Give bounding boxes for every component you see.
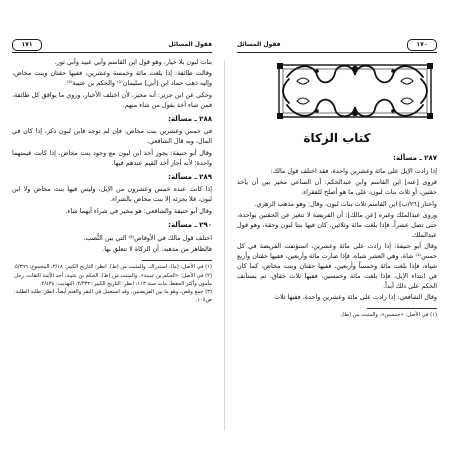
paragraph: اختلف قول مالك في الأوقاص⁽³⁾ التي بين النُّصب.: [83, 233, 212, 242]
left-page: [12, 38, 212, 438]
right-page-header: [237, 38, 437, 53]
paragraph: إذا زادت الإبل على مائة وعشرين واحدة، فقد اختلف قول مالك:: [270, 166, 437, 175]
left-body: [12, 58, 212, 255]
footnote: (١) في الأصل: «خمسين»، والمثبت من (ط).: [340, 312, 437, 319]
footnote: (٣) جمع وقص، وهو ما بين الفريضتين، وقد استعمل في البقر والغنم أيضاً، انظر: طلبة الطلبة: ص١٠٤.: [13, 289, 212, 304]
issue-heading: ٢٩٠ ـ مسألة:: [168, 220, 212, 229]
paragraph: وروى عبدالملك وغيره [عن مالك]: أن الفريضة لا تتغير عن الحقتين بواحدة، حتى تصل عشراً، فإذا بلغت مائة وثلاثين، كان فيها بنتا لبون وحقة، وهو قول عبدالملك.: [237, 211, 437, 239]
running-head: فقول المسائل: [237, 41, 281, 48]
issue-heading: ٢٨٨ ـ مسألة:: [168, 114, 212, 123]
issue-heading: ٢٨٩ ـ مسألة:: [168, 172, 212, 181]
issue-heading: ٢٨٧ ـ مسألة:: [393, 154, 437, 162]
footnote: (١) في الأصل: (ما)، استدراك، والمثبت من (ط). انظر: التاريخ الكبير: ٣/١٨، المجموع: ٥/٣٦٦.: [13, 263, 212, 270]
paragraph: فالظاهر من مذهبه: أن الزكاة لا تتعلق بها.: [102, 245, 212, 254]
right-footnotes: [237, 312, 437, 320]
left-footnotes: [12, 264, 212, 305]
paragraph: وقال الشافعي: إذا زادت على مائة وعشرين واحدة، ففيها ثلاث: [273, 293, 437, 302]
paragraph: بنات لبون بلا خيار، وهو قول ابن القاسم وأبي عبيد وأبي ثور.: [54, 58, 212, 66]
right-body: [237, 153, 437, 303]
footnote-divider: [367, 308, 437, 309]
paragraph: وحكى عن ابن جرير: أنه مخير، لأن اختلف الأخبار، وروي ما يوافق كل طائفة، فمن شاء أخذ بقول من شاء منهم.: [12, 90, 212, 109]
book-title: كتاب الزكاة: [303, 131, 371, 145]
paragraph: إذا كانت عنده خمس وعشرون من الإبل، وليس فيها بنت مخاض ولا ابن لبون، فلا يجزئه إلا بنت مخاض بالشراء.: [12, 185, 212, 204]
paragraph: وقالت طائفة: إذا بلغت مائة وخمسة وعشرين، ففيها حقتان وبنت مخاض، وإليه ذهب حماد ابن [أبي] سليمان⁽¹⁾ والحكم بن عتيبة⁽²⁾.: [12, 69, 212, 88]
page-number: ١٧١: [12, 39, 42, 51]
footnote: (٢) في الأصل: «الحكم بن عيينة»، والمثبت من (ط). الحكم بن عتيبة، أحد الأئمة الثقات، رجل مأمون وأكثر الحفظ، مات سنة ١١٣، انظر: التاريخ الكبير: ٢/٣٣٢، التهذيب: ٢/٤٣٤.: [14, 272, 212, 287]
paragraph: واختار [٢٦/ب] ابن القاسم ثلاث بنات لبون، وقال: وهو مذهب الزهري.: [254, 199, 437, 208]
paragraph: فروى [عنه] ابن القاسم وابن عبدالحكم: أن الساعي مخير بين أن يأخذ حقتين، أو ثلاث بنات لبون، على ما هو أصلح للفقراء.: [237, 178, 437, 197]
page-number: ١٧٠: [407, 39, 437, 51]
running-head: فقول المسائل: [168, 41, 212, 48]
page-gutter: [224, 60, 225, 430]
paragraph: وقال أبو حنيفة: إذا زادت على مائة وعشرين، استؤنفت الفريضة في كل خمس⁽¹⁾ شاة، وهي العشر شياه، فإذا صارت مائة وأربعين، ففيها حقتان وأربع شياه، فإذا بلغت مائة وخمساً وأربعين، ففيها حقتان وبنت مخاض، كما كان في ابتداء الإبل، فإذا بلغت مائة وخمسين، ففيها ثلاث حقاق، ثم يستأنف الحكم على ذلك أبداً.: [237, 242, 437, 290]
paragraph: وقال أبو حنيفة: يجوز أخذ ابن لبون مع وجود بنت مخاض، إذا كانت قيمتهما واحدة؛ لأنه أجاز أخذ القيم عندهم فيها.: [12, 148, 212, 167]
paragraph: وقال أبو حنيفة والشافعي: هو مخير في شراء أيهما شاء.: [65, 206, 212, 215]
left-page-header: [12, 38, 212, 53]
right-page: [237, 38, 437, 438]
ornament-frame-icon: [273, 59, 437, 123]
paragraph: في خمس وعشرين بنت مخاض، فإن لم توجد فابن لبون ذكر، إذا كان في المال، وبه قال الشافعي.: [12, 127, 212, 146]
footnote-divider: [142, 260, 212, 261]
